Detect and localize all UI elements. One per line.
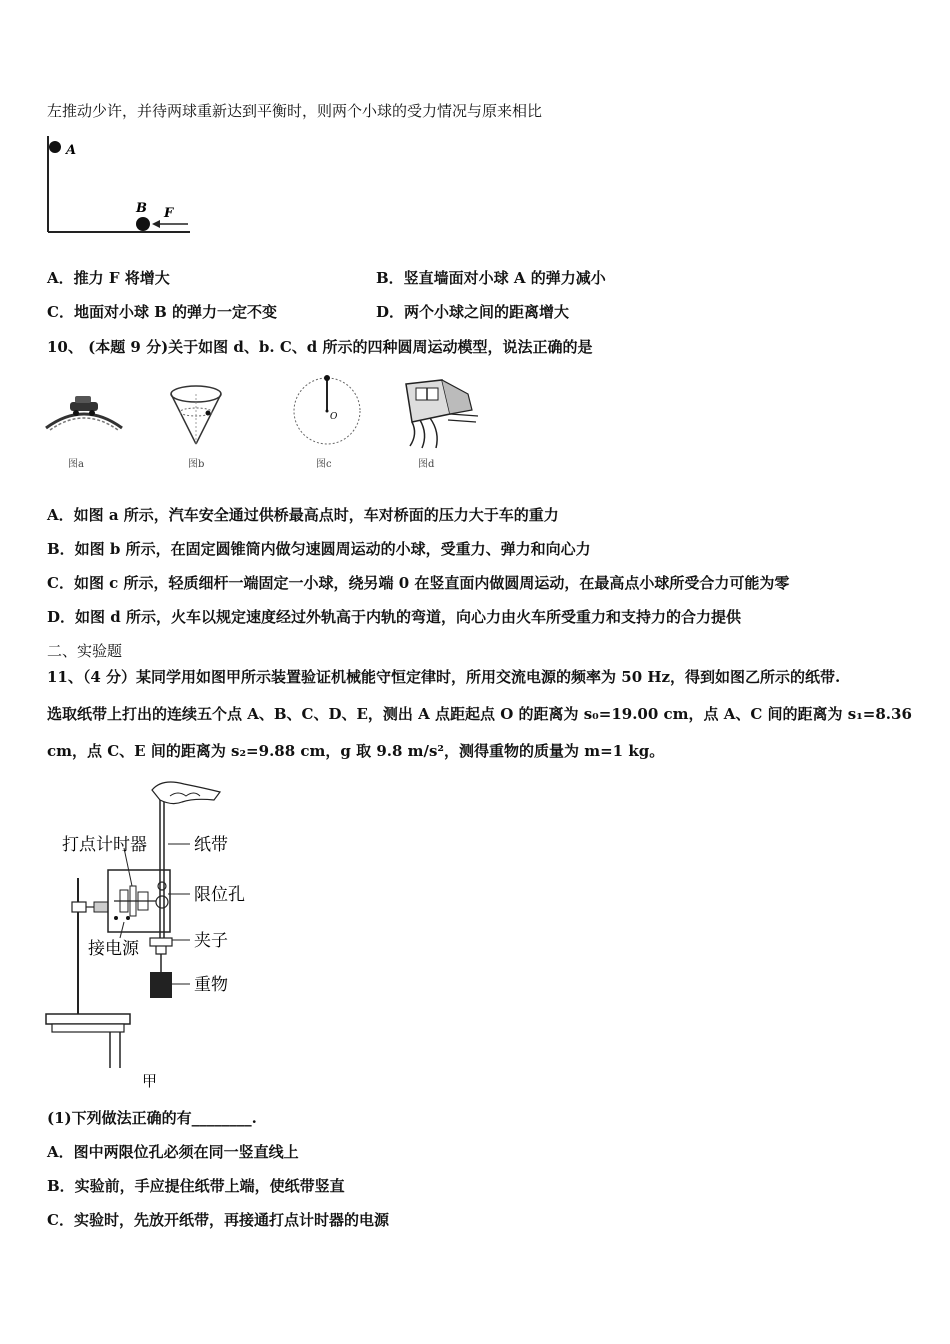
limit-hole-upper: [158, 882, 166, 890]
q10-option-b: B．如图 b 所示，在固定圆锥筒内做匀速圆周运动的小球，受重力、弹力和向心力: [47, 540, 591, 558]
q10-option-a: A．如图 a 所示，汽车安全通过供桥最高点时，车对桥面的压力大于车的重力: [47, 506, 559, 524]
figure-a-bridge: [44, 392, 124, 436]
limit-hole-label: 限位孔: [194, 885, 245, 905]
ball-b-label: B: [136, 201, 147, 216]
arched-bridge: [46, 414, 122, 428]
q11-sub-1: (1)下列做法正确的有________.: [47, 1109, 257, 1127]
power-label: 接电源: [88, 939, 139, 959]
stand-base: [46, 1014, 130, 1024]
q11-option-a: A．图中两限位孔必须在同一竖直线上: [47, 1143, 299, 1161]
apparatus-figure: [44, 778, 284, 1094]
caption-b: 图b: [188, 459, 205, 470]
figure-d-train: [398, 376, 480, 450]
train-front: [406, 380, 450, 422]
ball-a: [49, 141, 61, 153]
clip: [150, 938, 172, 946]
ball-b: [136, 217, 150, 231]
q11-option-b: B．实验前，手应提住纸带上端，使纸带竖直: [47, 1177, 345, 1195]
limit-hole-lower: [156, 896, 168, 908]
clip-label: 夹子: [194, 931, 228, 951]
center-o-label: O: [330, 412, 338, 422]
ball-a-label: A: [66, 143, 77, 158]
hand: [152, 782, 220, 804]
q9-figure: [40, 132, 200, 238]
force-label: F: [164, 206, 174, 221]
q9-intro: 左推动少许，并待两球重新达到平衡时，则两个小球的受力情况与原来相比: [47, 102, 543, 120]
figure-b-cone: [166, 382, 226, 448]
figure-c-circle: [290, 374, 364, 448]
figure-caption-jia: 甲: [142, 1072, 158, 1090]
timer-label: 打点计时器: [62, 835, 147, 855]
caption-c: 图c: [316, 459, 332, 470]
force-arrow-head: [152, 220, 160, 228]
q11-line-3: cm，点 C、E 间的距离为 s₂=9.88 cm，g 取 9.8 m/s²，测得重物的质量为 m=1 kg。: [47, 742, 665, 760]
q9-option-c: C．地面对小球 B 的弹力一定不变: [47, 303, 278, 321]
q10-stem: 10、 (本题 9 分)关于如图 d、b. C、d 所示的四种圆周运动模型，说法正确的是: [47, 338, 593, 356]
caption-d: 图d: [418, 459, 435, 470]
q10-option-c: C．如图 c 所示，轻质细杆一端固定一小球，绕另端 0 在竖直面内做圆周运动，在最高点小球所受合力可能为零: [47, 574, 790, 592]
weight-label: 重物: [194, 975, 228, 995]
q11-line-2: 选取纸带上打出的连续五个点 A、B、C、D、E，测出 A 点距起点 O 的距离为 s₀=19.00 cm，点 A、C 间的距离为 s₁=8.36: [47, 705, 912, 723]
q9-option-a: A．推力 F 将增大: [47, 269, 170, 287]
rod-ball: [324, 375, 330, 381]
q9-option-d: D．两个小球之间的距离增大: [376, 303, 570, 321]
q11-line-1: 11、（4 分）某同学用如图甲所示装置验证机械能守恒定律时，所用交流电源的频率为 50 Hz，得到如图乙所示的纸带.: [47, 668, 841, 686]
caption-a: 图a: [68, 459, 84, 470]
cone-ball: [206, 411, 211, 416]
q10-option-d: D．如图 d 所示，火车以规定速度经过外轨高于内轨的弯道，向心力由火车所受重力和支持力的合力提供: [47, 608, 741, 626]
q11-option-c: C．实验时，先放开纸带，再接通打点计时器的电源: [47, 1211, 389, 1229]
tape-label: 纸带: [194, 835, 228, 855]
q9-option-b: B．竖直墙面对小球 A 的弹力减小: [376, 269, 606, 287]
weight-block: [150, 972, 172, 998]
car-body: [70, 402, 98, 411]
section-2-title: 二、实验题: [47, 642, 123, 660]
